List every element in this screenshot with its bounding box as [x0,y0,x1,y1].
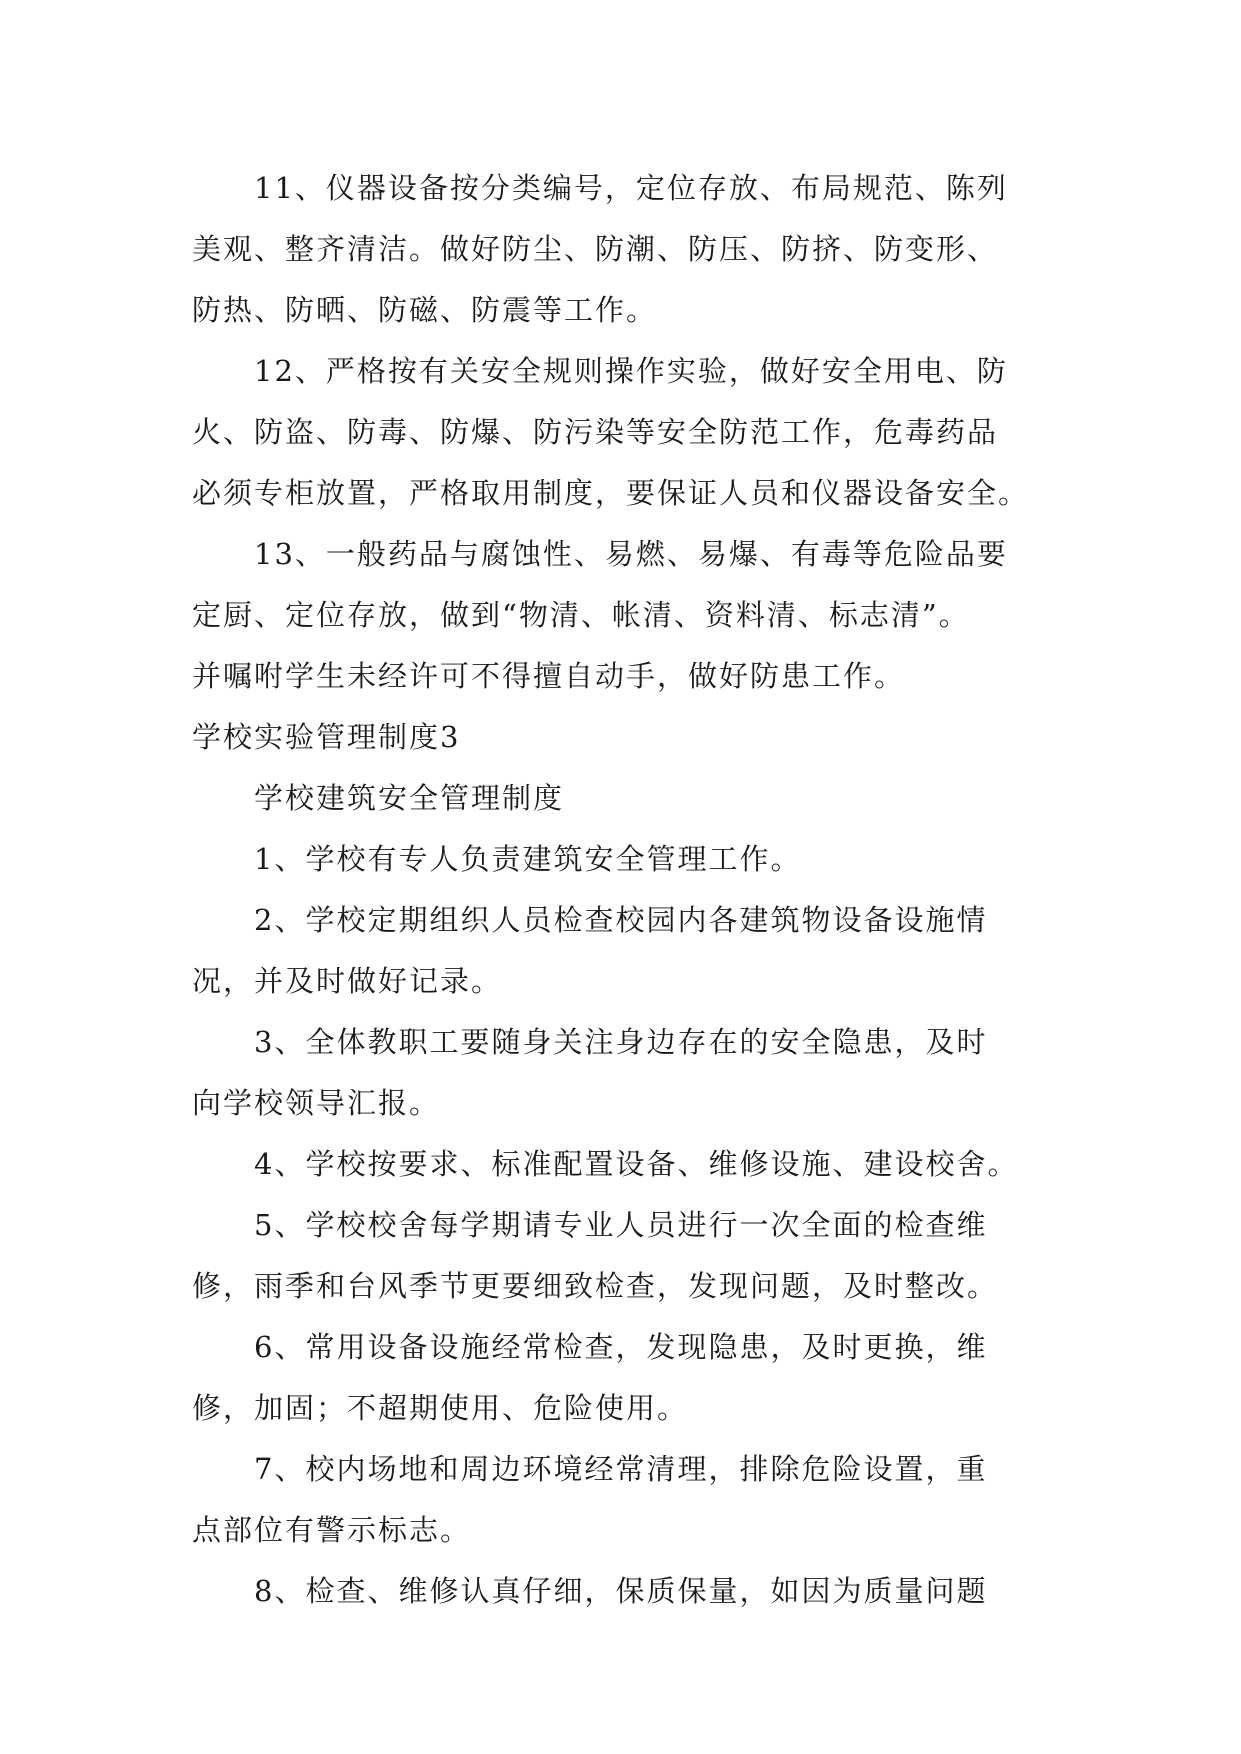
text-line: 13、一般药品与腐蚀性、易燃、易爆、有毒等危险品要 [254,537,1008,571]
text-line: 3、全体教职工要随身关注身边存在的安全隐患，及时 [254,1025,988,1059]
section-title: 学校实验管理制度3 [192,720,461,754]
text-line: 8、检查、维修认真仔细，保质保量，如因为质量问题 [254,1574,988,1608]
text-line: 4、学校按要求、标准配置设备、维修设施、建设校舍。 [254,1147,1019,1181]
text-line: 定厨、定位存放，做到“物清、帐清、资料清、标志清”。 [192,598,970,632]
text-line: 11、仪器设备按分类编号，定位存放、布局规范、陈列 [254,171,1008,205]
text-line: 美观、整齐清洁。做好防尘、防潮、防压、防挤、防变形、 [192,232,999,266]
text-line: 1、学校有专人负责建筑安全管理工作。 [254,842,802,876]
text-line: 点部位有警示标志。 [192,1513,472,1547]
text-line: 6、常用设备设施经常检查，发现隐患，及时更换，维 [254,1330,988,1364]
text-line: 向学校领导汇报。 [192,1086,441,1120]
text-line: 修，雨季和台风季节更要细致检查，发现问题，及时整改。 [192,1269,999,1303]
text-line: 防热、防晒、防磁、防震等工作。 [192,293,658,327]
text-line: 7、校内场地和周边环境经常清理，排除危险设置，重 [254,1452,988,1486]
text-line: 12、严格按有关安全规则操作实验，做好安全用电、防 [254,354,1008,388]
document-body [192,158,1072,1622]
text-line: 火、防盗、防毒、防爆、防污染等安全防范工作，危毒药品 [192,415,999,449]
text-line: 并嘱咐学生未经许可不得擅自动手，做好防患工作。 [192,659,906,693]
text-line: 必须专柜放置，严格取用制度，要保证人员和仪器设备安全。 [192,476,1030,510]
text-line: 5、学校校舍每学期请专业人员进行一次全面的检查维 [254,1208,988,1242]
text-line: 况，并及时做好记录。 [192,964,503,998]
text-line: 2、学校定期组织人员检查校园内各建筑物设备设施情 [254,903,988,937]
subsection-title: 学校建筑安全管理制度 [254,781,565,815]
text-line: 修，加固；不超期使用、危险使用。 [192,1391,689,1425]
